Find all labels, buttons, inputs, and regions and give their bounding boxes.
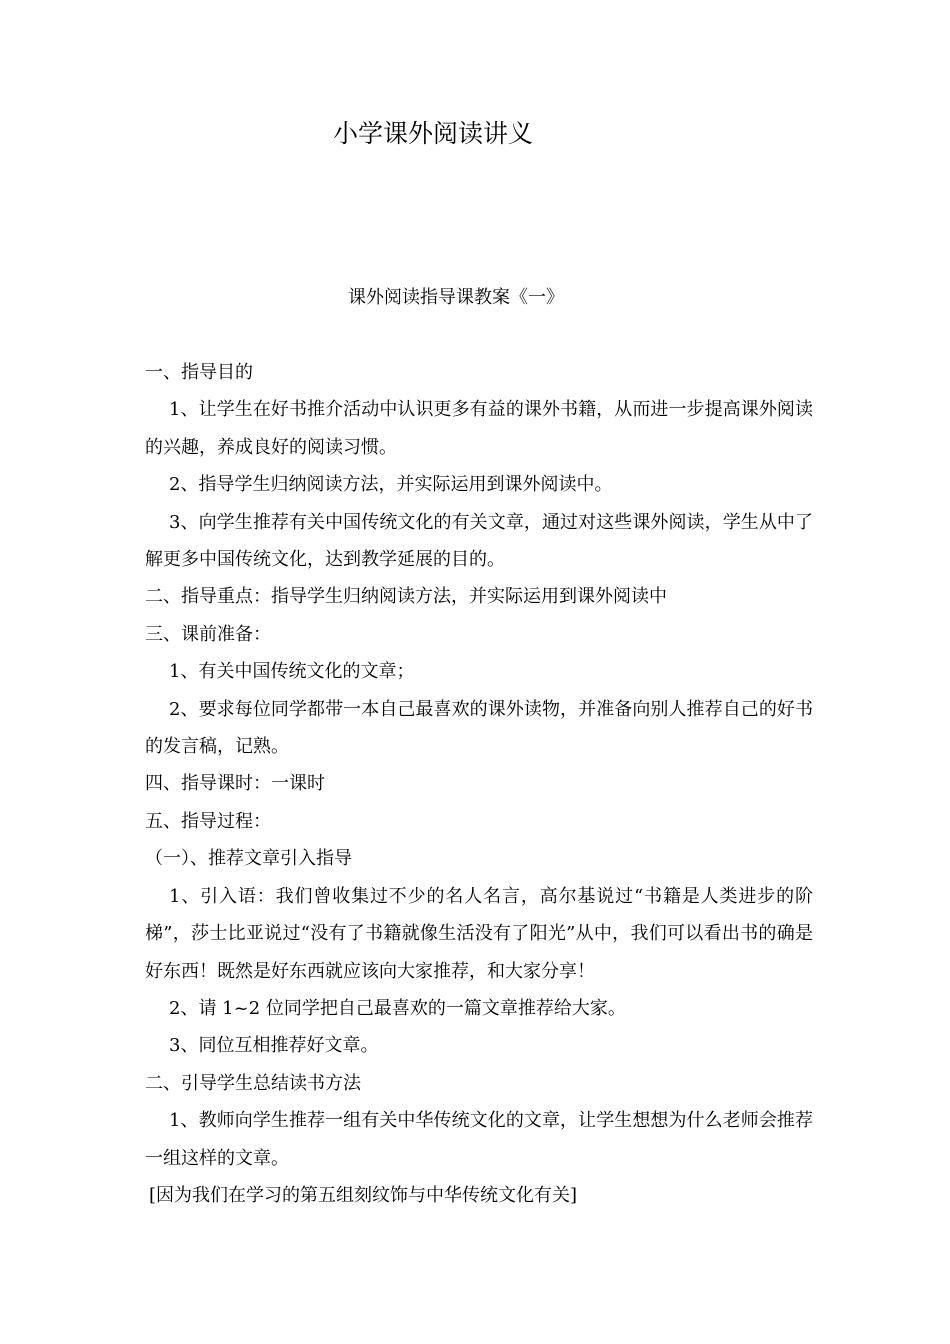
preparation-item-2: 2、要求每位同学都带一本自己最喜欢的课外读物，并准备向别人推荐自己的好书的发言稿，记熟。 — [145, 698, 813, 758]
section-heading-process: 五、指导过程： — [145, 810, 271, 832]
bracket-note: [因为我们在学习的第五组刻纹饰与中华传统文化有关] — [149, 1184, 578, 1206]
preparation-item-1: 1、有关中国传统文化的文章； — [169, 661, 415, 683]
summary-item-1: 1、教师向学生推荐一组有关中华传统文化的文章，让学生想想为什么老师会推荐一组这样的文章。 — [145, 1110, 813, 1169]
section-heading-key-points: 二、指导重点：指导学生归纳阅读方法，并实际运用到课外阅读中 — [145, 586, 667, 608]
process-item-1: 1、引入语：我们曾收集过不少的名人名言，高尔基说过“书籍是人类进步的阶梯”，莎士比亚说过“没有了书籍就像生活没有了阳光”从中，我们可以看出书的确是好东西！既然是好东西就应该向大家推荐，和大家分享！ — [145, 885, 813, 982]
process-item-2: 2、请 1~2 位同学把自己最喜欢的一篇文章推荐给大家。 — [169, 997, 626, 1019]
document-title: 小学课外阅读讲义 — [332, 119, 533, 148]
section-heading-summary-methods: 二、引导学生总结读书方法 — [145, 1072, 361, 1094]
objective-item-3: 3、向学生推荐有关中国传统文化的有关文章，通过对这些课外阅读，学生从中了解更多中国传统文化，达到教学延展的目的。 — [145, 511, 813, 571]
section-heading-preparation: 三、课前准备： — [145, 623, 271, 645]
subsection-heading-recommend: （一）、推荐文章引入指导 — [145, 848, 352, 870]
lesson-plan-subtitle: 课外阅读指导课教案《一》 — [348, 287, 564, 308]
section-heading-class-hours: 四、指导课时：一课时 — [145, 773, 325, 795]
objective-item-1: 1、让学生在好书推介活动中认识更多有益的课外书籍，从而进一步提高课外阅读的兴趣，养成良好的阅读习惯。 — [145, 399, 813, 458]
process-item-3: 3、同位互相推荐好文章。 — [169, 1035, 379, 1057]
section-heading-objectives: 一、指导目的 — [145, 362, 253, 383]
objective-item-2: 2、指导学生归纳阅读方法，并实际运用到课外阅读中。 — [169, 474, 613, 496]
document-body — [145, 354, 813, 1214]
